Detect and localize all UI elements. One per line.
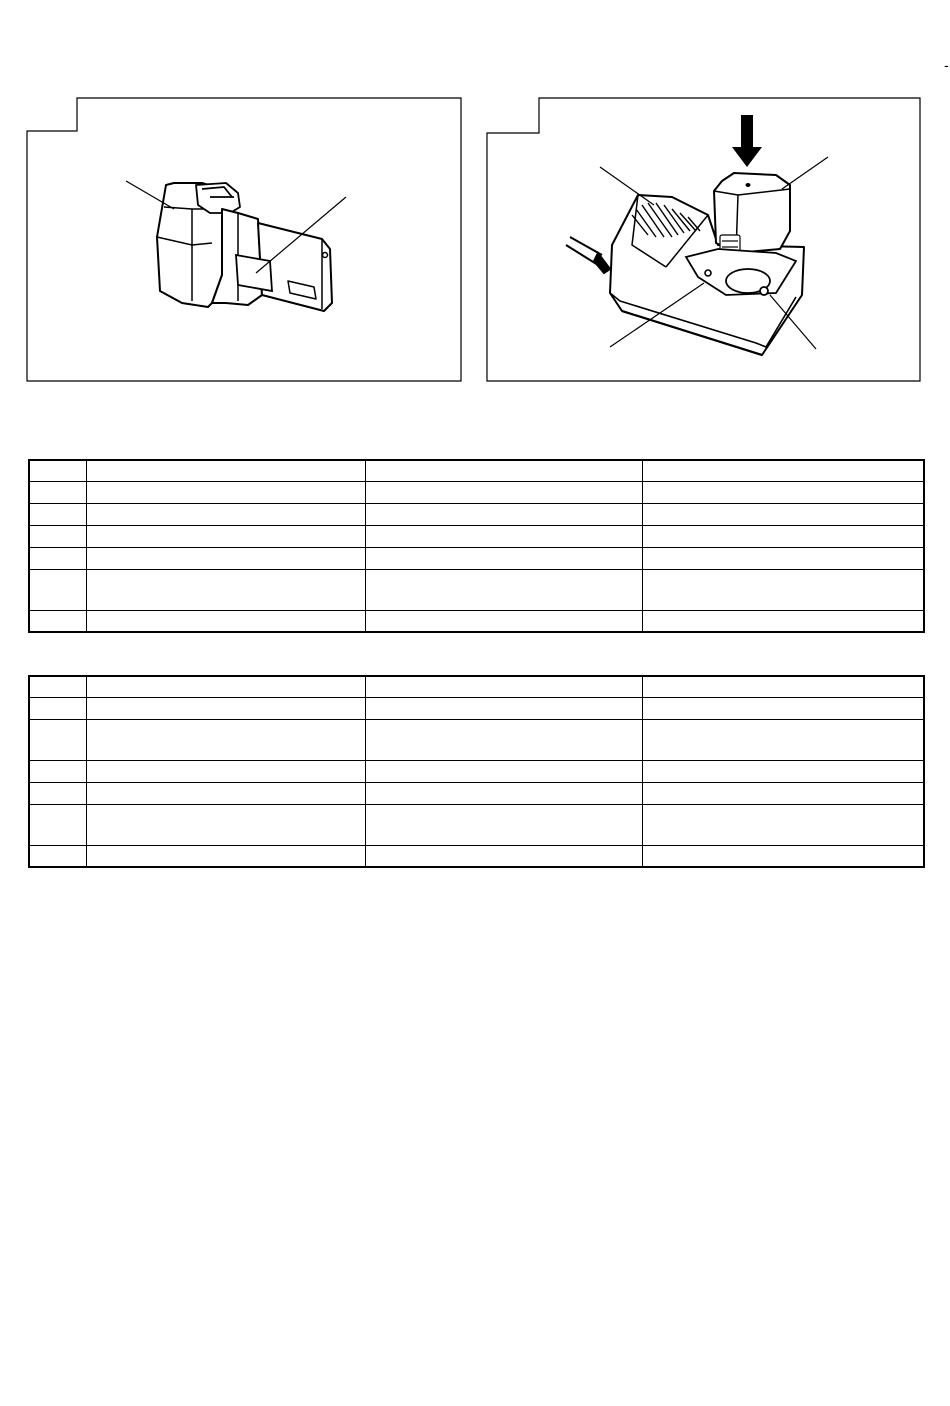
- table-row: [29, 697, 924, 719]
- table-cell: [642, 697, 924, 719]
- table-row: [29, 676, 924, 697]
- table-cell: [365, 547, 642, 569]
- table-cell: [365, 569, 642, 610]
- figure-1-battery: [26, 97, 462, 382]
- charger-pilot-lamp: [705, 270, 711, 276]
- table-cell: [86, 804, 365, 845]
- table-row: [29, 481, 924, 503]
- table-1: [28, 459, 925, 633]
- table-cell: [29, 719, 86, 760]
- table-row: [29, 525, 924, 547]
- table-cell: [29, 845, 86, 867]
- table-cell: [86, 676, 365, 697]
- insert-arrow-icon: [732, 115, 762, 167]
- table-cell: [365, 610, 642, 632]
- table-cell: [642, 845, 924, 867]
- table-cell: [86, 525, 365, 547]
- table-cell: [642, 481, 924, 503]
- table-cell: [29, 697, 86, 719]
- table-row: [29, 610, 924, 632]
- table-cell: [365, 525, 642, 547]
- table-cell: [86, 760, 365, 782]
- table-cell: [29, 782, 86, 804]
- table-row: [29, 569, 924, 610]
- table-row: [29, 782, 924, 804]
- table-cell: [86, 569, 365, 610]
- table-row: [29, 804, 924, 845]
- table-cell: [29, 610, 86, 632]
- table-cell: [365, 697, 642, 719]
- table-cell: [365, 460, 642, 481]
- table-cell: [642, 569, 924, 610]
- table-cell: [29, 481, 86, 503]
- table-cell: [86, 845, 365, 867]
- table-row: [29, 760, 924, 782]
- battery-label-plate: [236, 255, 272, 291]
- table-cell: [86, 503, 365, 525]
- table-cell: [365, 481, 642, 503]
- table-cell: [29, 547, 86, 569]
- table-cell: [365, 719, 642, 760]
- table-row: [29, 503, 924, 525]
- table-cell: [86, 782, 365, 804]
- table-cell: [86, 610, 365, 632]
- table-cell: [642, 760, 924, 782]
- table-cell: [86, 460, 365, 481]
- battery-latch: [196, 183, 240, 213]
- table-cell: [365, 676, 642, 697]
- table-cell: [29, 569, 86, 610]
- table-cell: [86, 719, 365, 760]
- table-cell: [29, 525, 86, 547]
- table-cell: [642, 782, 924, 804]
- table-cell: [29, 460, 86, 481]
- table-cell: [86, 481, 365, 503]
- table-cell: [365, 503, 642, 525]
- page-edge-mark: -: [944, 58, 949, 72]
- table-cell: [365, 782, 642, 804]
- charger-cord: [566, 237, 610, 273]
- table-cell: [365, 804, 642, 845]
- table-row: [29, 547, 924, 569]
- table-row: [29, 460, 924, 481]
- table-cell: [29, 804, 86, 845]
- table-cell: [642, 804, 924, 845]
- table-2: [28, 675, 925, 868]
- table-cell: [86, 547, 365, 569]
- table-cell: [642, 547, 924, 569]
- table-cell: [642, 525, 924, 547]
- table-cell: [86, 697, 365, 719]
- table-cell: [642, 610, 924, 632]
- table-cell: [29, 760, 86, 782]
- table-cell: [642, 503, 924, 525]
- figure-2-charger: [486, 97, 922, 382]
- table-row: [29, 719, 924, 760]
- table-cell: [365, 760, 642, 782]
- table-cell: [642, 676, 924, 697]
- table-cell: [642, 719, 924, 760]
- table-row: [29, 845, 924, 867]
- table-cell: [642, 460, 924, 481]
- table-cell: [365, 845, 642, 867]
- table-cell: [29, 676, 86, 697]
- table-cell: [29, 503, 86, 525]
